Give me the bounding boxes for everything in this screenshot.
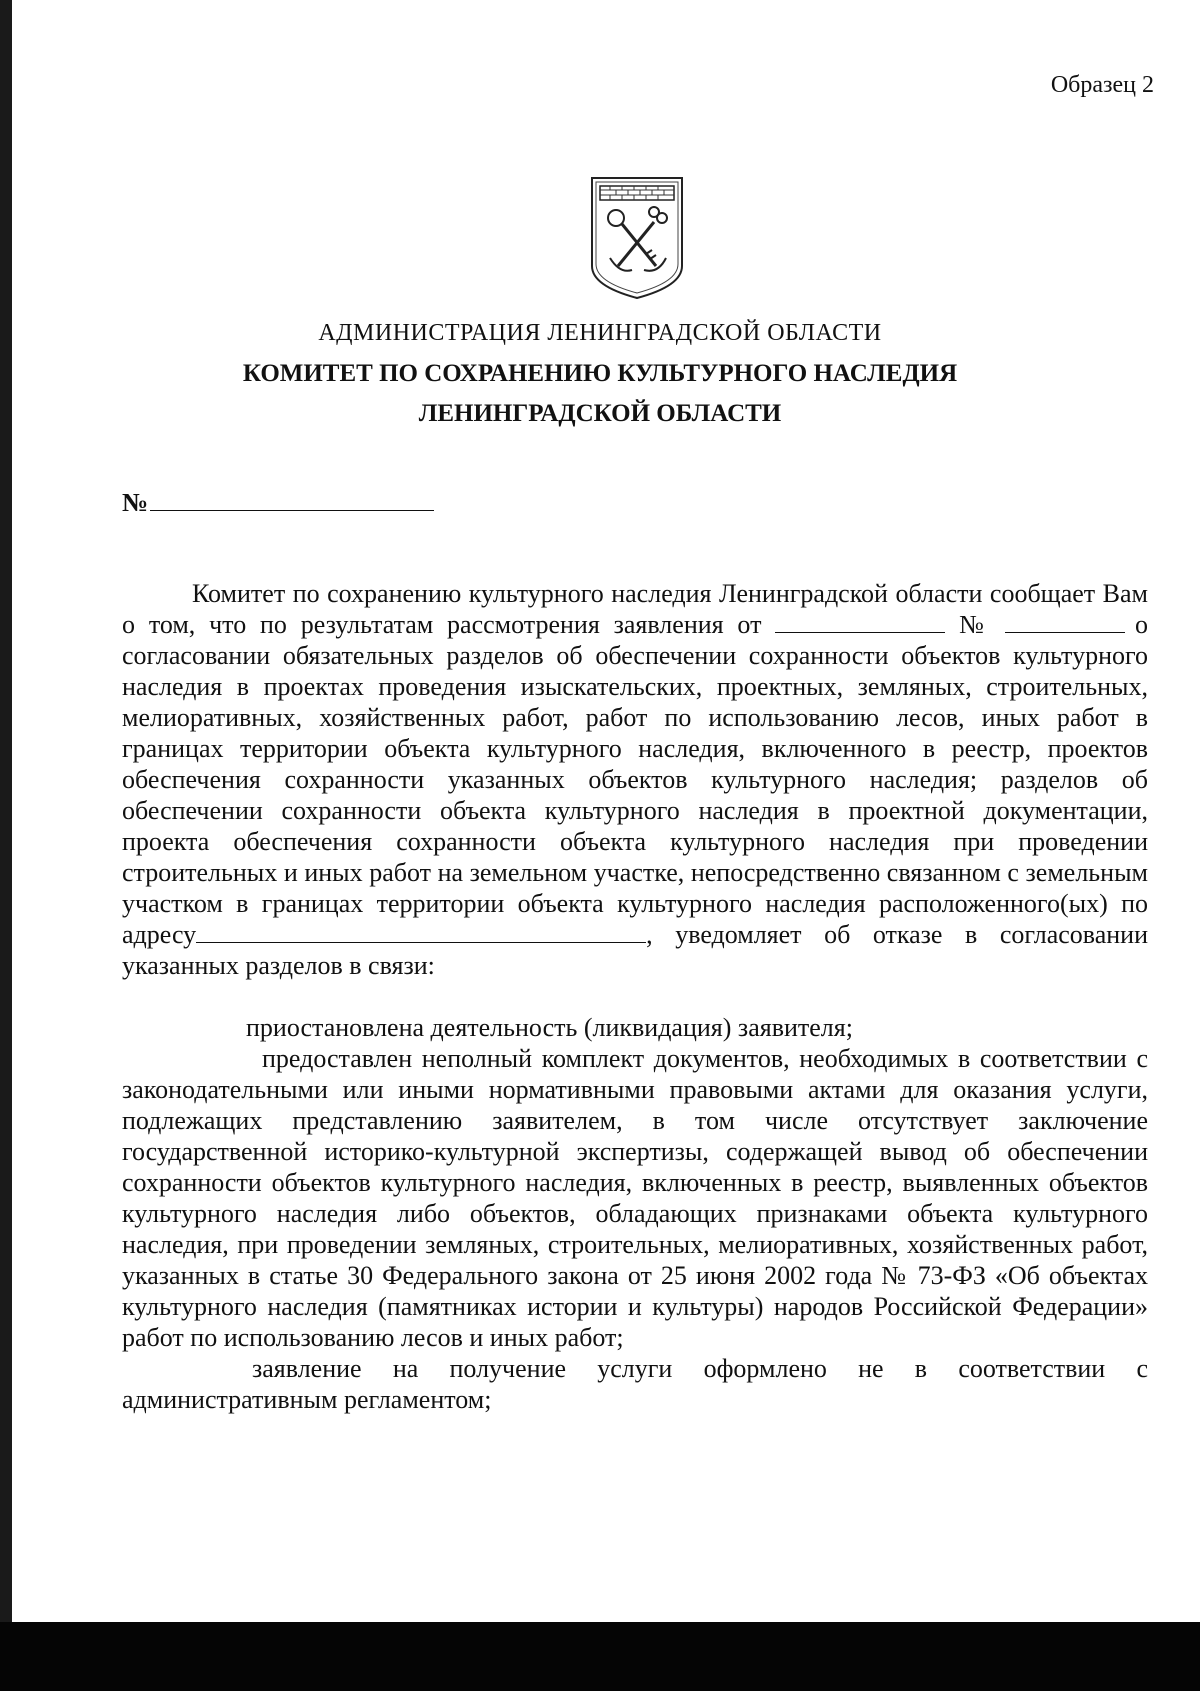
paragraph-text-a: Комитет по сохранению культурного наследия Ленинградской области сообщает Вам о том, что по результатам рассмотрения заявления от [122,579,1148,639]
letter-body [122,578,1148,1415]
document-number-field [122,488,434,518]
reason-item-2: предоставлен неполный комплект документов, необходимых в соответствии с законодательными или иными нормативными правовыми актами для оказания услуги, подлежащих представлению заявителем, в том числе отсутствует заключение государственной историко-культурной экспертизы, содержащей вывод об обеспечении сохранности объектов культурного наследия, включенных в реестр, выявленных объектов культурного наследия либо объектов, обладающих признаками объекта культурного наследия, при проведении земляных, строительных, мелиоративных, хозяйственных работ, указанных в статье 30 Федерального закона от 25 июня 2002 года № 73-ФЗ «Об объектах культурного наследия (памятниках истории и культуры) народов Российской Федерации» работ по использованию лесов и иных работ; [122,1044,1148,1352]
coat-of-arms-icon [586,174,688,302]
application-number-label: № [959,610,992,639]
number-label: № [122,488,149,517]
paragraph-text-c: , уведомляет об отказе в согласовании указанных разделов в связи: [122,920,1148,980]
address-blank [196,922,646,943]
paragraph-text-b: о согласовании обязательных разделов об обеспечении сохранности объектов культурного наследия в проектах проведения изыскательских, проектных, земляных, строительных, мелиоративных, хозяйственных работ, работ по использованию лесов, иных работ в границах территории объекта культурного наследия, включенного в реестр, проектов обеспечения сохранности указанных объектов культурного наследия; разделов об обеспечении сохранности объекта культурного наследия в проектной документации, проекта обеспечения сохранности объекта культурного наследия при проведении строительных и иных работ на земельном участке, непосредственно связанном с земельным участком в границах территории объекта культурного наследия расположенного(ых) по адресу [122,610,1148,949]
date-blank [775,612,945,633]
reason-item-3: заявление на получение услуги оформлено не в соответствии с административным регламентом; [122,1354,1148,1414]
scan-bottom-edge [0,1622,1200,1691]
scan-left-edge [0,0,12,1691]
header-administration: АДМИНИСТРАЦИЯ ЛЕНИНГРАДСКОЙ ОБЛАСТИ [318,320,882,346]
sample-label: Образец 2 [1050,72,1154,98]
reason-item-1: приостановлена деятельность (ликвидация) заявителя; [246,1013,853,1042]
number-blank-line [150,488,434,511]
header-region: ЛЕНИНГРАДСКОЙ ОБЛАСТИ [418,400,782,427]
application-number-blank [1005,612,1125,633]
main-paragraph [122,578,1148,981]
header-committee: КОМИТЕТ ПО СОХРАНЕНИЮ КУЛЬТУРНОГО НАСЛЕДИЯ [242,360,958,387]
